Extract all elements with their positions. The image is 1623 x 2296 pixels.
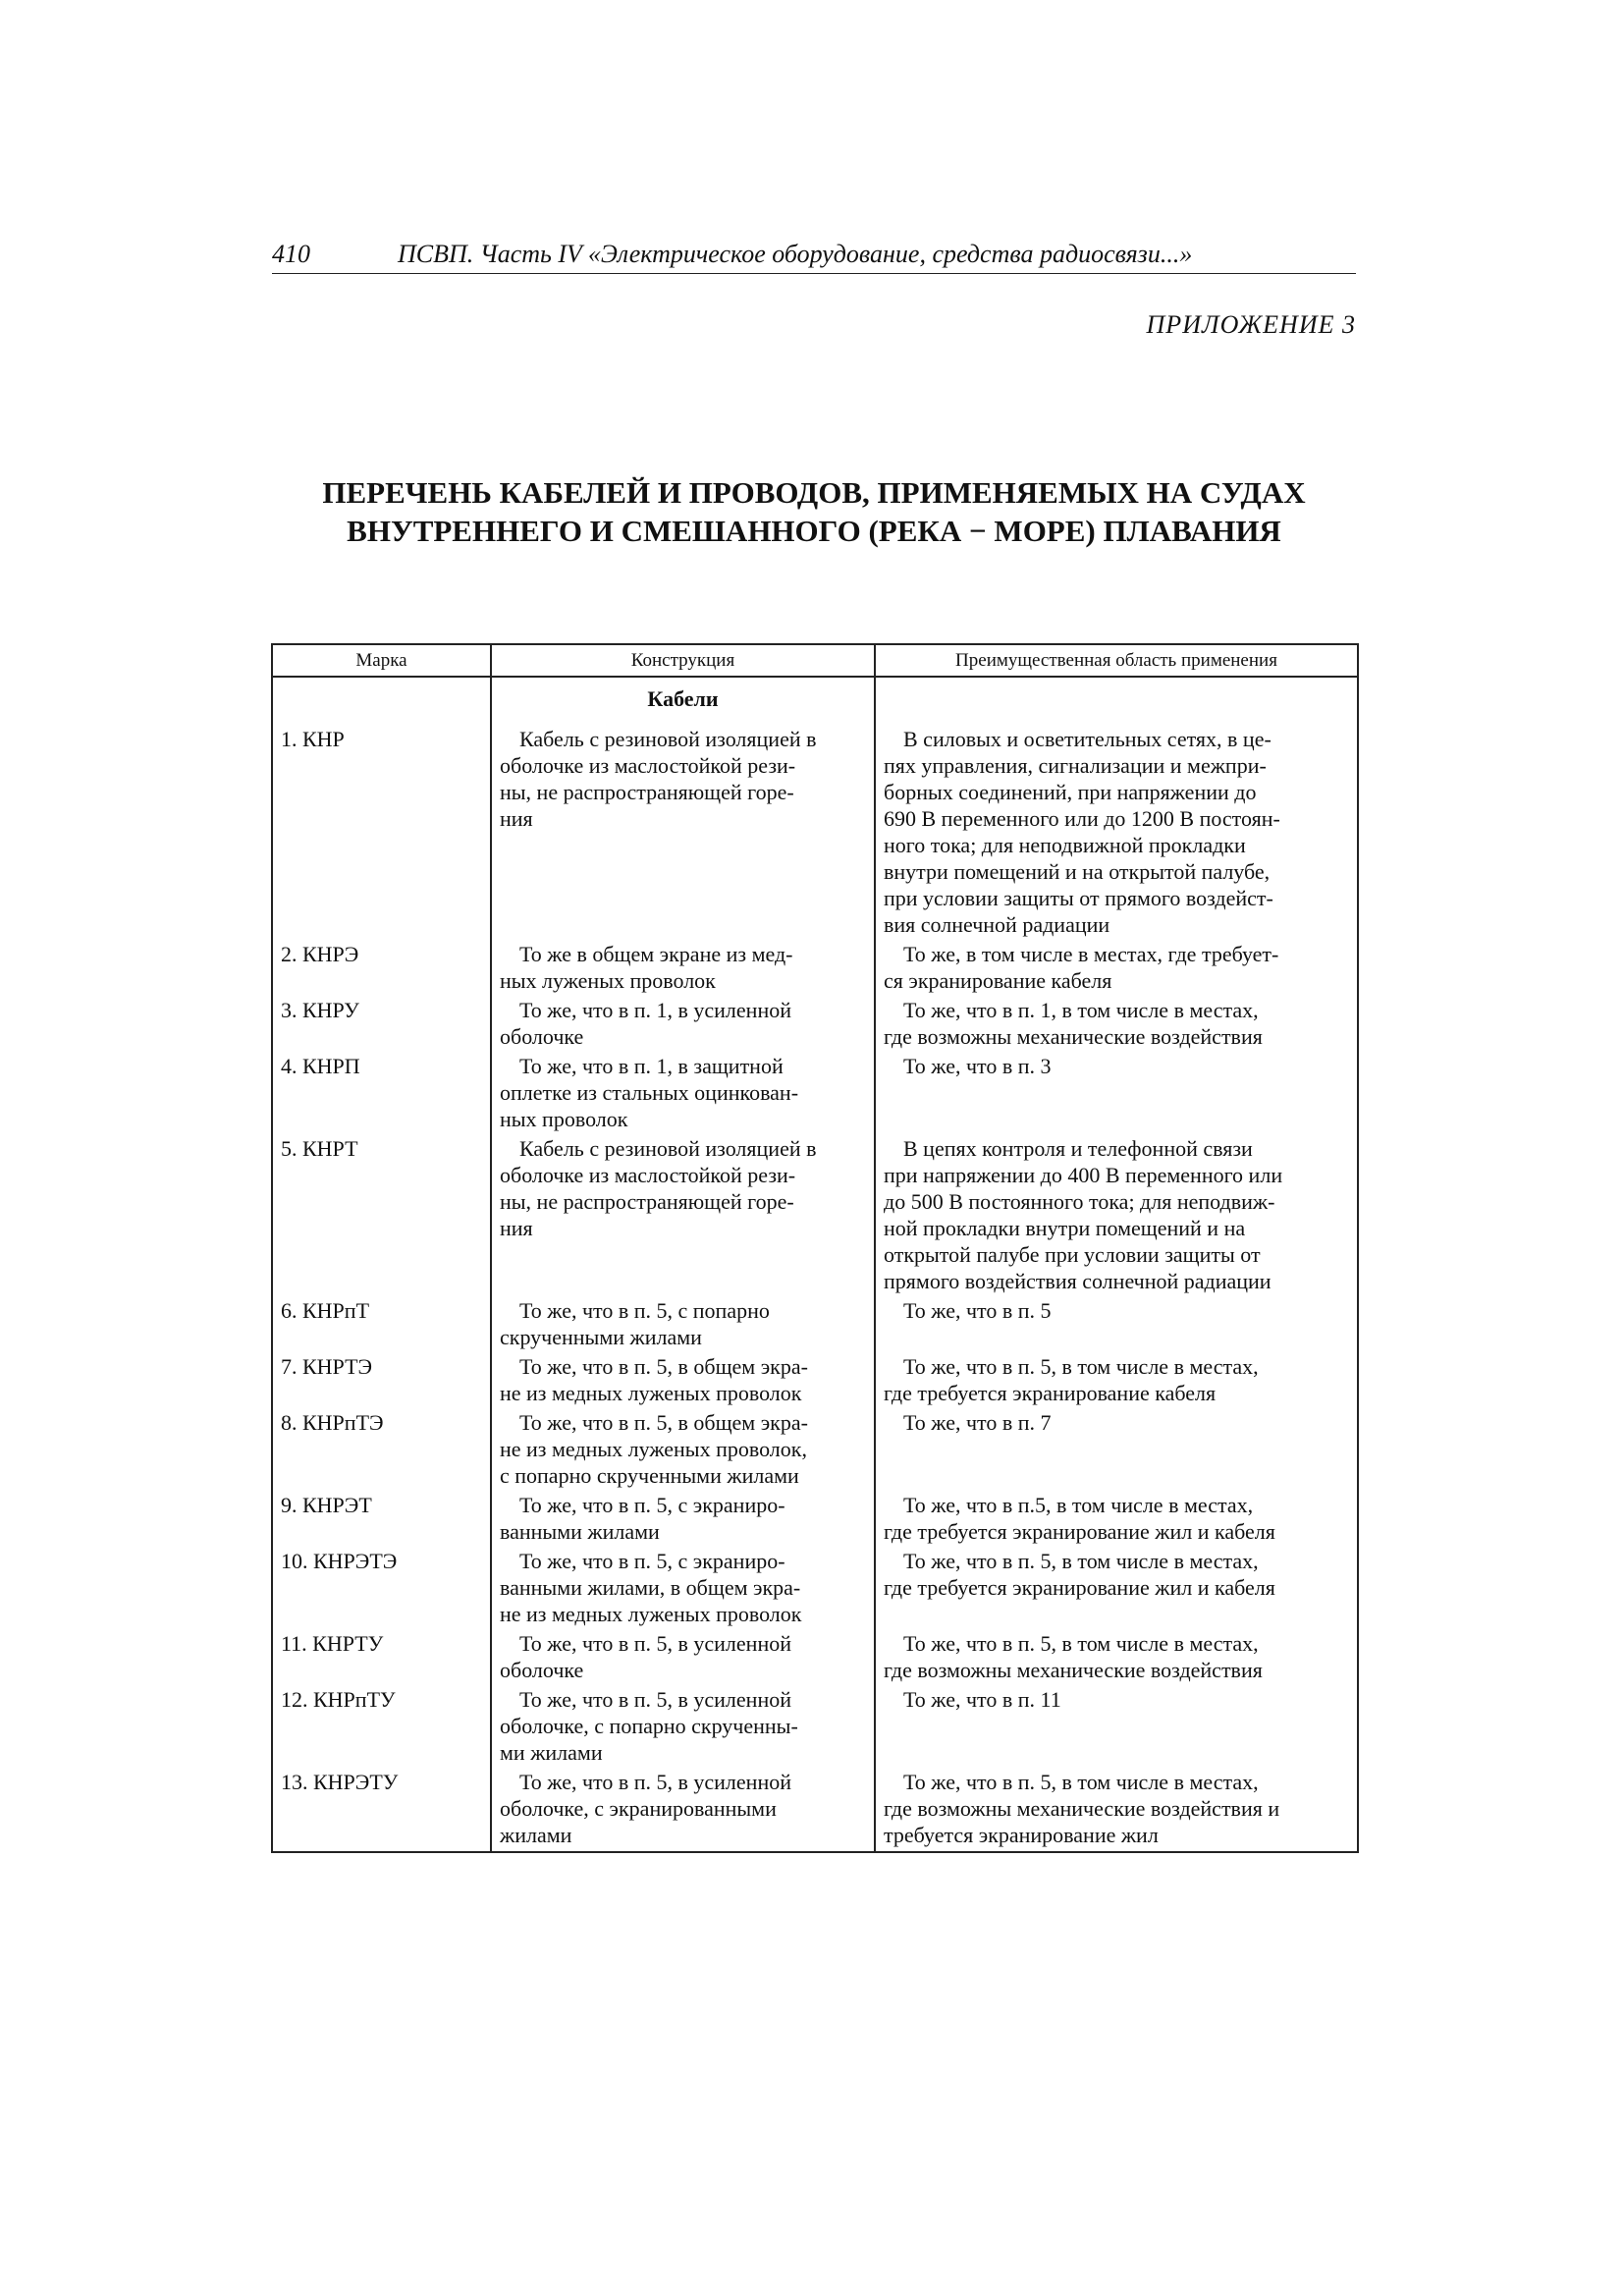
mark-text: 6. КНРпТ <box>281 1298 370 1323</box>
usage-line: где требуется экранирование жил и кабеля <box>884 1519 1275 1544</box>
cell-construction <box>491 1409 875 1492</box>
usage-line: То же, что в п. 5 <box>903 1298 1052 1323</box>
cell-usage <box>875 1053 1358 1135</box>
construction-line: оболочке, с попарно скрученны- <box>500 1714 798 1738</box>
construction-line: скрученными жилами <box>500 1325 702 1349</box>
usage-line: где возможны механические воздействия и <box>884 1796 1280 1821</box>
mark-text: 13. КНРЭТУ <box>281 1770 399 1794</box>
table-row <box>272 1353 1358 1409</box>
construction-line: ных проволок <box>500 1107 628 1131</box>
table-header-row <box>272 644 1358 677</box>
construction-line: Кабель с резиновой изоляцией в <box>519 727 817 751</box>
cell-construction <box>491 1353 875 1409</box>
usage-line: То же, что в п.5, в том числе в местах, <box>903 1493 1254 1517</box>
cell-usage <box>875 1769 1358 1852</box>
mark-text: 2. КНРЭ <box>281 942 359 966</box>
table-row <box>272 1769 1358 1852</box>
cell-mark <box>272 1135 491 1297</box>
usage-line: ного тока; для неподвижной прокладки <box>884 833 1246 857</box>
cell-mark <box>272 1353 491 1409</box>
running-title: ПСВП. Часть IV «Электрическое оборудование, средства радиосвязи...» <box>398 240 1193 268</box>
appendix-label: ПРИЛОЖЕНИЕ 3 <box>1146 310 1356 339</box>
cell-usage <box>875 1297 1358 1353</box>
cell-mark <box>272 1297 491 1353</box>
title-line-1: ПЕРЕЧЕНЬ КАБЕЛЕЙ И ПРОВОДОВ, ПРИМЕНЯЕМЫХ НА СУДАХ <box>322 475 1306 510</box>
header-construction: Конструкция <box>491 644 875 677</box>
section-row <box>272 677 1358 722</box>
mark-text: 4. КНРП <box>281 1054 360 1078</box>
mark-text: 3. КНРУ <box>281 998 359 1022</box>
construction-line: То же, что в п. 5, в усиленной <box>519 1687 791 1712</box>
construction-line: То же, что в п. 5, в усиленной <box>519 1631 791 1656</box>
construction-line: ния <box>500 1216 533 1240</box>
cell-mark <box>272 1409 491 1492</box>
usage-line: То же, что в п. 1, в том числе в местах, <box>903 998 1259 1022</box>
usage-line: То же, что в п. 11 <box>903 1687 1061 1712</box>
cell-construction <box>491 1686 875 1769</box>
mark-text: 8. КНРпТЭ <box>281 1410 384 1435</box>
construction-line: оболочке из маслостойкой рези- <box>500 753 796 778</box>
table-row <box>272 1053 1358 1135</box>
table-row <box>272 1630 1358 1686</box>
usage-line: прямого воздействия солнечной радиации <box>884 1269 1271 1293</box>
table-row <box>272 941 1358 997</box>
usage-line: где требуется экранирование жил и кабеля <box>884 1575 1275 1600</box>
construction-line: ванными жилами, в общем экра- <box>500 1575 801 1600</box>
cell-construction <box>491 1548 875 1630</box>
table-row <box>272 1135 1358 1297</box>
cell-construction <box>491 1769 875 1852</box>
construction-line: оболочке <box>500 1658 584 1682</box>
cell-mark <box>272 997 491 1053</box>
mark-text: 10. КНРЭТЭ <box>281 1549 398 1573</box>
usage-line: 690 В переменного или до 1200 В постоян- <box>884 806 1280 831</box>
usage-line: ся экранирование кабеля <box>884 968 1112 993</box>
cell-mark <box>272 1548 491 1630</box>
cell-mark <box>272 1492 491 1548</box>
cell-mark <box>272 1053 491 1135</box>
construction-line: оболочке <box>500 1024 584 1049</box>
construction-line: ми жилами <box>500 1740 603 1765</box>
header-usage: Преимущественная область применения <box>875 644 1358 677</box>
usage-line: требуется экранирование жил <box>884 1823 1159 1847</box>
usage-line: открытой палубе при условии защиты от <box>884 1242 1261 1267</box>
cell-usage <box>875 1135 1358 1297</box>
running-header <box>272 238 1356 274</box>
cell-construction <box>491 722 875 941</box>
table-row <box>272 997 1358 1053</box>
cell-construction <box>491 1053 875 1135</box>
construction-line: То же, что в п. 5, с экраниро- <box>519 1493 785 1517</box>
cell-construction <box>491 1630 875 1686</box>
cables-table <box>271 643 1359 1853</box>
usage-line: при условии защиты от прямого воздейст- <box>884 886 1273 910</box>
usage-line: То же, что в п. 5, в том числе в местах, <box>903 1549 1259 1573</box>
usage-line: То же, что в п. 5, в том числе в местах, <box>903 1631 1259 1656</box>
construction-line: То же, что в п. 5, с экраниро- <box>519 1549 785 1573</box>
construction-line: ны, не распространяющей горе- <box>500 780 794 804</box>
usage-line: ной прокладки внутри помещений и на <box>884 1216 1246 1240</box>
cell-construction <box>491 997 875 1053</box>
usage-line: где требуется экранирование кабеля <box>884 1381 1217 1405</box>
section-label: Кабели <box>647 686 719 711</box>
usage-line: до 500 В постоянного тока; для неподвиж- <box>884 1189 1275 1214</box>
construction-line: ны, не распространяющей горе- <box>500 1189 794 1214</box>
construction-line: То же, что в п. 5, в усиленной <box>519 1770 791 1794</box>
cell-construction <box>491 941 875 997</box>
usage-line: То же, в том числе в местах, где требует- <box>903 942 1279 966</box>
cell-usage <box>875 1353 1358 1409</box>
usage-line: пях управления, сигнализации и межпри- <box>884 753 1267 778</box>
cell-mark <box>272 1769 491 1852</box>
usage-line: То же, что в п. 7 <box>903 1410 1052 1435</box>
usage-line: В силовых и осветительных сетях, в це- <box>903 727 1271 751</box>
page-number: 410 <box>272 240 310 268</box>
title-line-2: ВНУТРЕННЕГО И СМЕШАННОГО (РЕКА − МОРЕ) ПЛАВАНИЯ <box>347 514 1281 548</box>
construction-line: не из медных луженых проволок <box>500 1381 802 1405</box>
construction-line: оболочке из маслостойкой рези- <box>500 1163 796 1187</box>
cell-usage <box>875 1686 1358 1769</box>
construction-line: ния <box>500 806 533 831</box>
construction-line: жилами <box>500 1823 572 1847</box>
usage-line: То же, что в п. 5, в том числе в местах, <box>903 1770 1259 1794</box>
cell-usage <box>875 1492 1358 1548</box>
table-row <box>272 722 1358 941</box>
header-mark: Марка <box>272 644 491 677</box>
cell-construction <box>491 1492 875 1548</box>
usage-line: То же, что в п. 3 <box>903 1054 1052 1078</box>
usage-line: вия солнечной радиации <box>884 912 1110 937</box>
document-title <box>272 473 1356 550</box>
cell-usage <box>875 1409 1358 1492</box>
cell-construction <box>491 1297 875 1353</box>
usage-line: где возможны механические воздействия <box>884 1024 1263 1049</box>
usage-line: внутри помещений и на открытой палубе, <box>884 859 1271 884</box>
cell-usage <box>875 997 1358 1053</box>
construction-line: То же, что в п. 1, в усиленной <box>519 998 791 1022</box>
construction-line: не из медных луженых проволок, <box>500 1437 807 1461</box>
usage-line: где возможны механические воздействия <box>884 1658 1263 1682</box>
construction-line: оплетке из стальных оцинкован- <box>500 1080 799 1105</box>
cell-mark <box>272 941 491 997</box>
table-row <box>272 1492 1358 1548</box>
mark-text: 5. КНРТ <box>281 1136 358 1161</box>
cell-usage <box>875 722 1358 941</box>
construction-line: То же в общем экране из мед- <box>519 942 793 966</box>
mark-text: 12. КНРпТУ <box>281 1687 396 1712</box>
cell-construction <box>491 1135 875 1297</box>
mark-text: 9. КНРЭТ <box>281 1493 372 1517</box>
construction-line: То же, что в п. 5, с попарно <box>519 1298 770 1323</box>
mark-text: 1. КНР <box>281 727 345 751</box>
table-row <box>272 1686 1358 1769</box>
usage-line: То же, что в п. 5, в том числе в местах, <box>903 1354 1259 1379</box>
construction-line: ванными жилами <box>500 1519 660 1544</box>
construction-line: не из медных луженых проволок <box>500 1602 802 1626</box>
construction-line: То же, что в п. 1, в защитной <box>519 1054 784 1078</box>
mark-text: 11. КНРТУ <box>281 1631 384 1656</box>
cell-mark <box>272 1686 491 1769</box>
construction-line: То же, что в п. 5, в общем экра- <box>519 1410 808 1435</box>
table-row <box>272 1297 1358 1353</box>
mark-text: 7. КНРТЭ <box>281 1354 373 1379</box>
construction-line: То же, что в п. 5, в общем экра- <box>519 1354 808 1379</box>
cell-usage <box>875 941 1358 997</box>
usage-line: В цепях контроля и телефонной связи <box>903 1136 1253 1161</box>
cell-usage <box>875 1548 1358 1630</box>
construction-line: с попарно скрученными жилами <box>500 1463 799 1488</box>
cell-mark <box>272 1630 491 1686</box>
table-row <box>272 1548 1358 1630</box>
construction-line: оболочке, с экранированными <box>500 1796 777 1821</box>
construction-line: ных луженых проволок <box>500 968 716 993</box>
usage-line: борных соединений, при напряжении до <box>884 780 1257 804</box>
cell-mark <box>272 722 491 941</box>
table-row <box>272 1409 1358 1492</box>
usage-line: при напряжении до 400 В переменного или <box>884 1163 1283 1187</box>
construction-line: Кабель с резиновой изоляцией в <box>519 1136 817 1161</box>
cell-usage <box>875 1630 1358 1686</box>
